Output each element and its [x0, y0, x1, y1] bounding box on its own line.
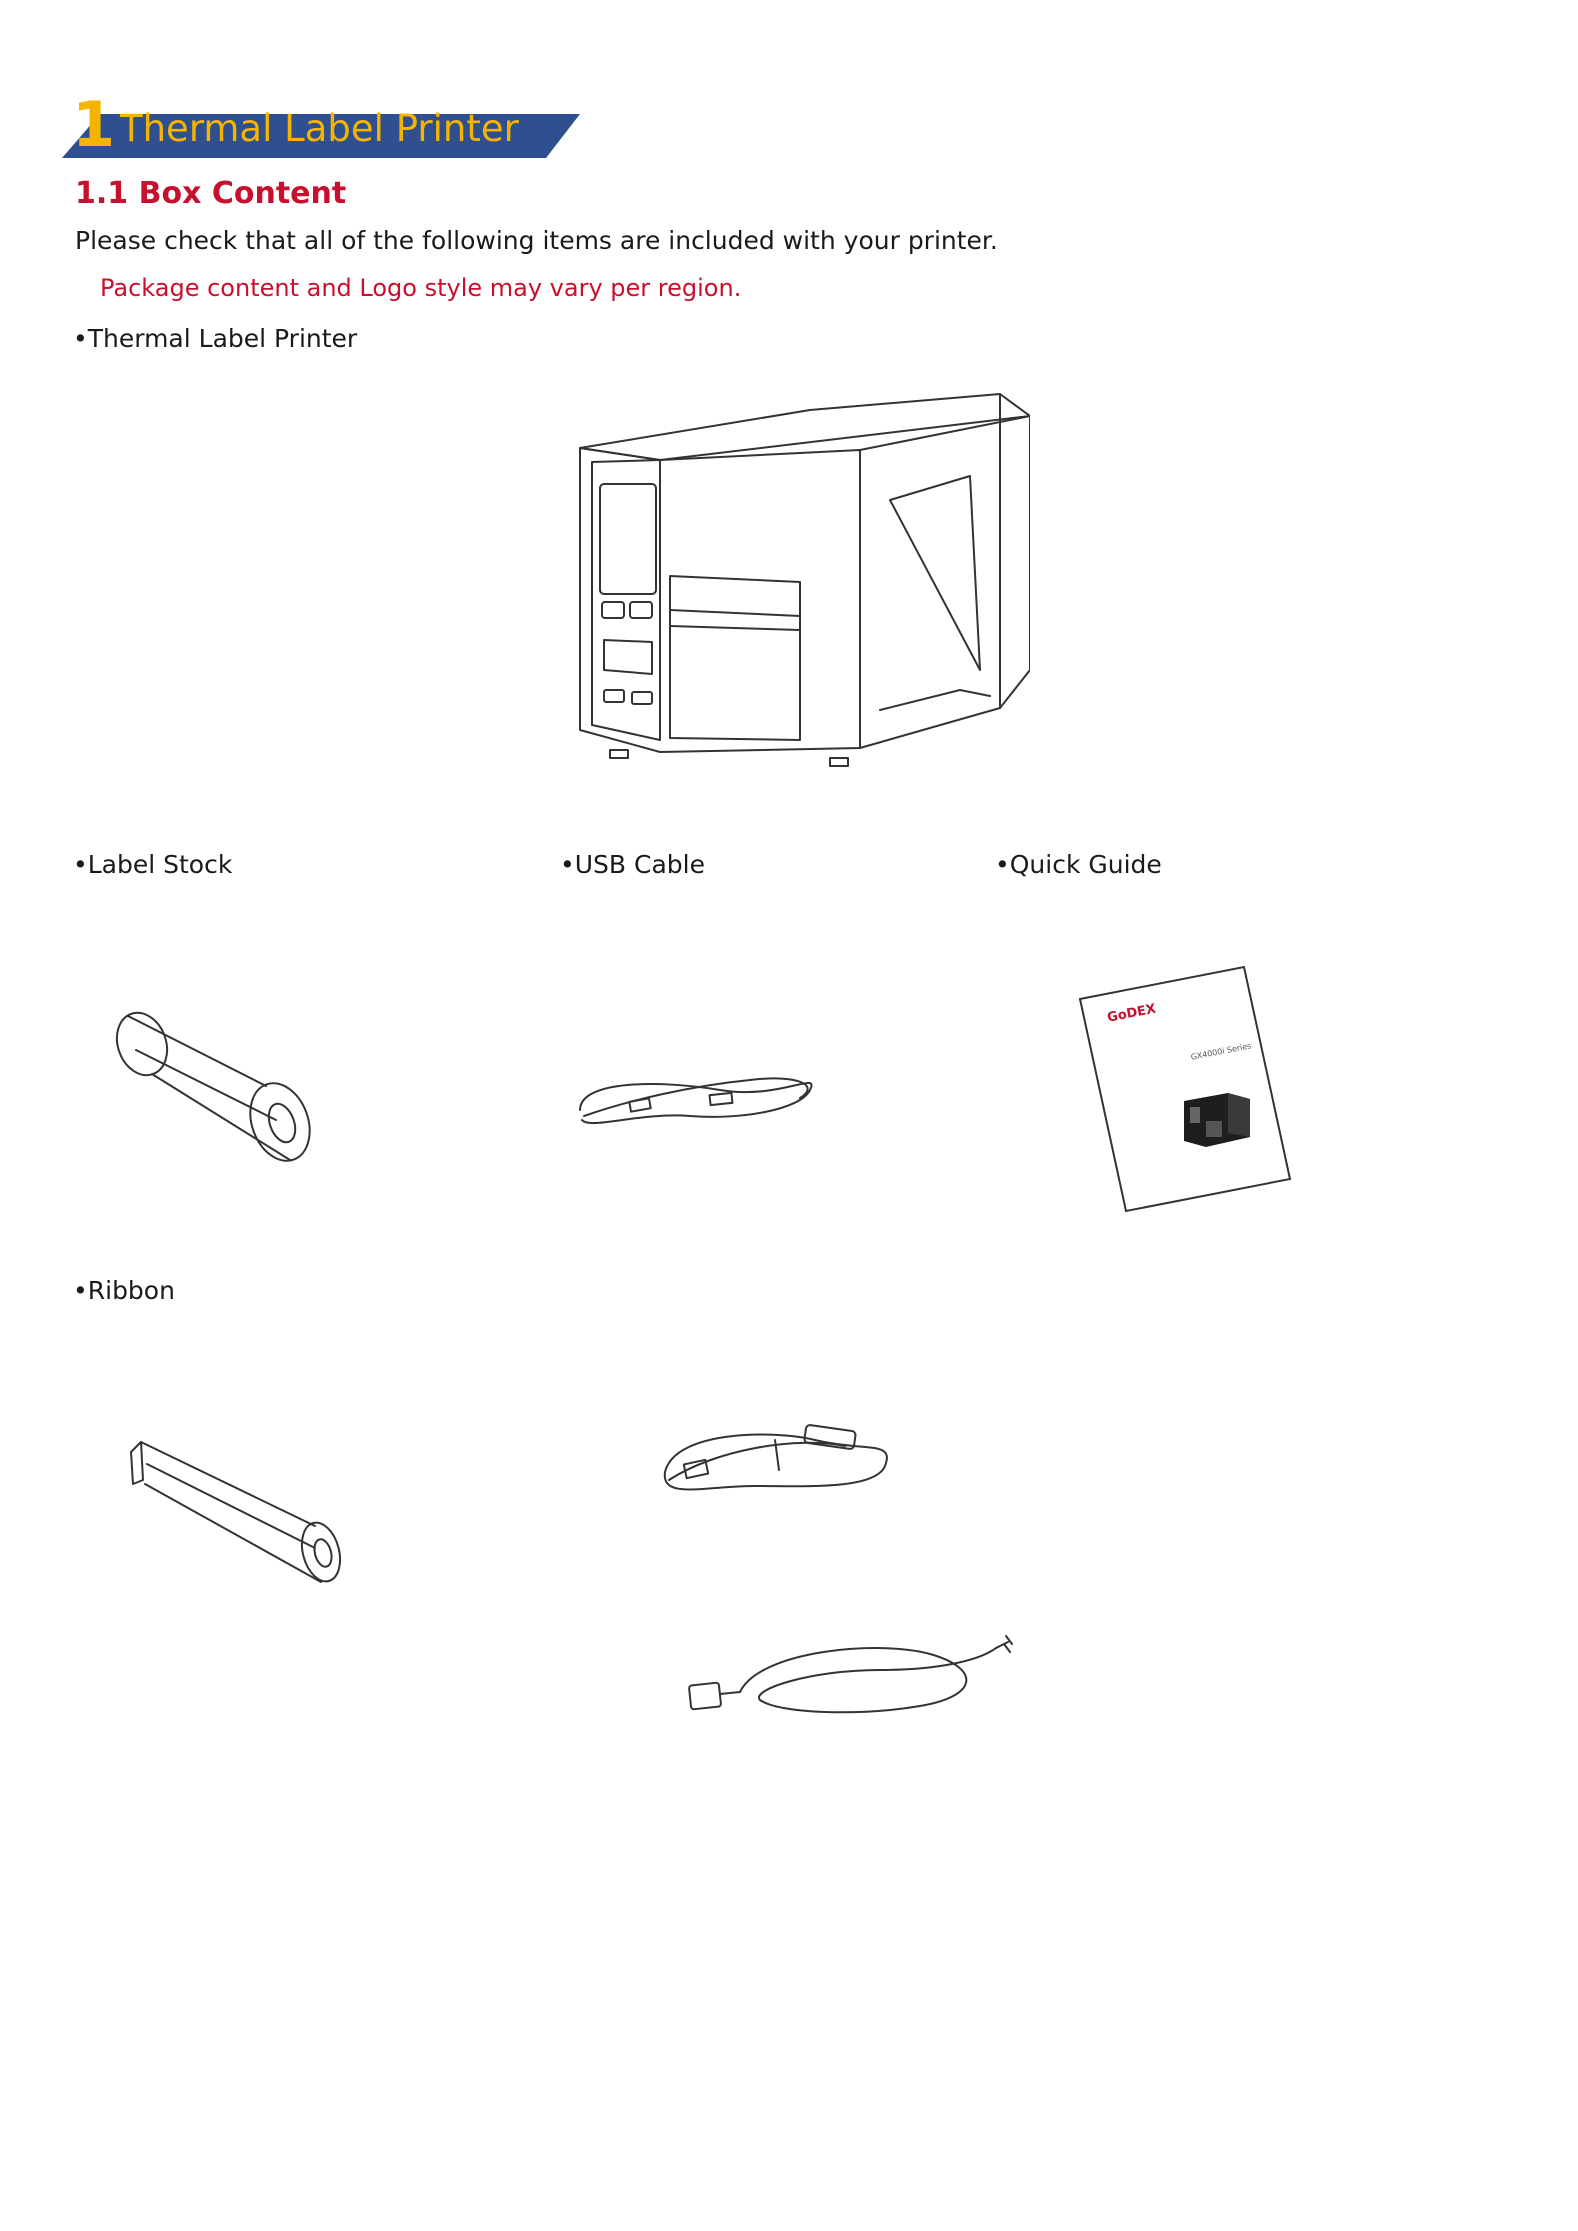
item-usb-cable: •USB Cable — [560, 850, 705, 879]
guide-series-text: GX4000i Series — [1190, 1041, 1252, 1062]
quick-guide-illustration — [1070, 965, 1300, 1235]
power-cord-illustration — [680, 1630, 1015, 1730]
item-quick-guide: •Quick Guide — [995, 850, 1162, 879]
label-stock-illustration — [100, 1010, 320, 1180]
chapter-banner — [62, 88, 582, 161]
item-label-printer: •Thermal Label Printer — [73, 324, 358, 353]
guide-logo: GoDEX — [1106, 1001, 1158, 1026]
usb-cable-illustration — [570, 1050, 830, 1140]
printer-illustration — [560, 380, 1030, 780]
guide-printer-thumbnail — [1182, 1087, 1252, 1151]
item-ribbon: •Ribbon — [73, 1276, 175, 1305]
chapter-title: Thermal Label Printer — [120, 107, 519, 150]
chapter-number: 1 — [72, 88, 116, 161]
item-label-stock: •Label Stock — [73, 850, 233, 879]
ribbon-illustration — [125, 1440, 350, 1590]
power-adapter-illustration — [655, 1410, 905, 1510]
note-text: Package content and Logo style may vary per region. — [100, 274, 742, 302]
intro-text: Please check that all of the following items are included with your printer. — [75, 226, 998, 255]
section-title: 1.1 Box Content — [75, 176, 347, 211]
